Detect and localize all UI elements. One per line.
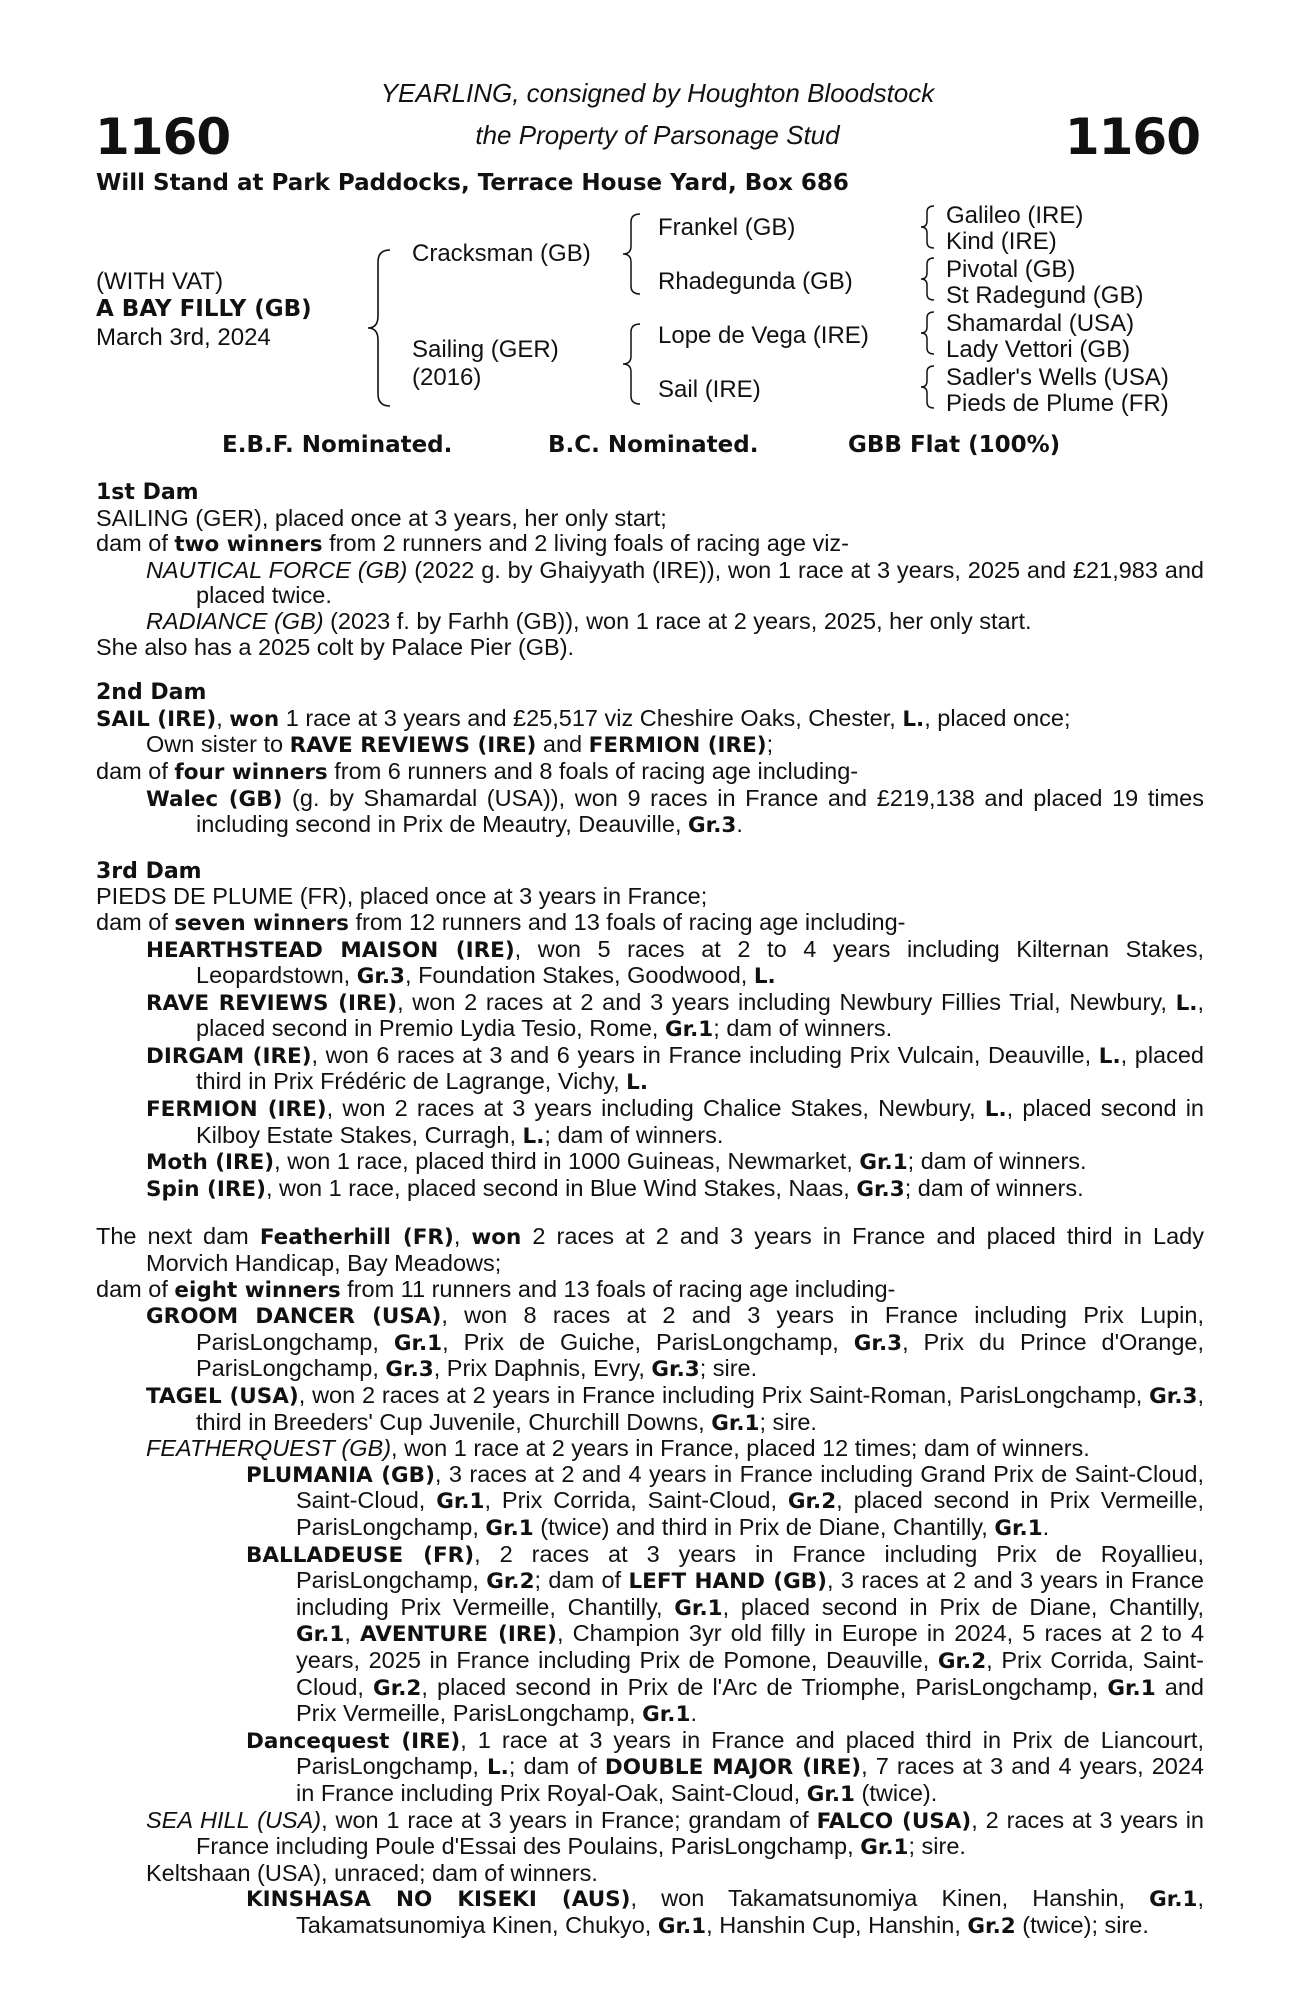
third-dam-heading: 3rd Dam bbox=[96, 858, 202, 884]
lot-number-right: 1160 bbox=[1064, 108, 1200, 166]
produce-entry: DIRGAM (IRE), won 6 races at 3 and 6 years in France including Prix Vulcain, Deauville, L., placed third in Prix Frédéric de Lagrange, Vichy, L. bbox=[146, 1041, 1205, 1096]
pedigree-brace-dd bbox=[918, 364, 938, 410]
lot-number-left: 1160 bbox=[95, 108, 231, 166]
produce-entry: PLUMANIA (GB), 3 races at 2 and 4 years in France including Grand Prix de Saint-Cloud, Saint-Cloud, Gr.1, Prix Corrida, Saint-Cloud, Gr.2, placed second in Prix Vermeille, ParisLongchamp, Gr.1 (twice) and third in Prix de Diane, Chantilly, Gr.1. bbox=[246, 1460, 1204, 1541]
produce-entry: Dancequest (IRE), 1 race at 3 years in France and placed third in Prix de Liancourt, ParisLongchamp, L.; dam of DOUBLE MAJOR (IRE), 7 races at 3 and 4 years, 2024 in France including Prix Royal-Oak, Saint-Cloud, Gr.1 (twice). bbox=[246, 1726, 1204, 1807]
produce-entry: Keltshaan (USA), unraced; dam of winners. bbox=[146, 1859, 598, 1886]
pedigree-sss: Galileo (IRE) bbox=[946, 202, 1084, 229]
second-dam-sister-line: Own sister to RAVE REVIEWS (IRE) and FERMION (IRE); bbox=[146, 731, 774, 759]
produce-entry: Walec (GB) (g. by Shamardal (USA)), won 9 races in France and £219,138 and placed 19 times including second in Prix de Meautry, Deauville, Gr.3. bbox=[146, 784, 1204, 839]
property-line: the Property of Parsonage Stud bbox=[475, 120, 840, 150]
third-dam-line: PIEDS DE PLUME (FR), placed once at 3 years in France; bbox=[96, 883, 708, 910]
bc-nomination: B.C. Nominated. bbox=[548, 432, 759, 458]
second-dam-produce-line: dam of four winners from 6 runners and 8 foals of racing age including- bbox=[96, 757, 859, 785]
produce-entry: Spin (IRE), won 1 race, placed second in Blue Wind Stakes, Naas, Gr.3; dam of winners. bbox=[146, 1174, 1084, 1202]
pedigree-ssd: Kind (IRE) bbox=[946, 228, 1057, 255]
pedigree-dam-sire: Lope de Vega (IRE) bbox=[658, 322, 869, 349]
produce-entry: NAUTICAL FORCE (GB) (2022 g. by Ghaiyyath (IRE)), won 1 race at 3 years, 2025 and £21,983 and placed twice. bbox=[146, 556, 1204, 609]
pedigree-dds: Sadler's Wells (USA) bbox=[946, 364, 1169, 391]
produce-record bbox=[96, 480, 1204, 1939]
pedigree-brace-ss bbox=[918, 204, 938, 250]
horse-name: A BAY FILLY (GB) bbox=[96, 296, 312, 322]
pedigree-dsd: Lady Vettori (GB) bbox=[946, 336, 1131, 363]
pedigree-sire: Cracksman (GB) bbox=[412, 240, 591, 267]
pedigree-brace-sd bbox=[918, 256, 938, 302]
second-dam-heading: 2nd Dam bbox=[96, 680, 207, 706]
next-dam-line: The next dam Featherhill (FR), won 2 races at 2 and 3 years in France and placed third in Lady Morvich Handicap, Bay Meadows; bbox=[96, 1223, 1204, 1277]
gbb-flat: GBB Flat (100%) bbox=[848, 432, 1061, 458]
pedigree-sire-sire: Frankel (GB) bbox=[658, 214, 796, 241]
pedigree-brace-dam bbox=[620, 322, 644, 406]
pedigree-brace-ds bbox=[918, 310, 938, 356]
pedigree-brace-sire bbox=[620, 212, 644, 296]
consignor-line: YEARLING, consigned by Houghton Bloodstock bbox=[380, 78, 935, 108]
stand-location: Will Stand at Park Paddocks, Terrace House Yard, Box 686 bbox=[96, 170, 849, 196]
next-dam-produce-line: dam of eight winners from 11 runners and 13 foals of racing age including- bbox=[96, 1275, 896, 1303]
produce-entry: GROOM DANCER (USA), won 8 races at 2 and 3 years in France including Prix Lupin, ParisLongchamp, Gr.1, Prix de Guiche, ParisLongchamp, Gr.3, Prix du Prince d'Orange, ParisLongchamp, Gr.3, Prix Daphnis, Evry, Gr.3; sire. bbox=[146, 1302, 1205, 1383]
first-dam-line: SAILING (GER), placed once at 3 years, her only start; bbox=[96, 504, 667, 531]
produce-entry: BALLADEUSE (FR), 2 races at 3 years in France including Prix de Royallieu, ParisLongchamp, Gr.2; dam of LEFT HAND (GB), 3 races at 2 and 3 years in France including Prix Vermeille, Chantilly, Gr.1, placed second in Prix de Diane, Chantilly, Gr.1, AVENTURE (IRE), Champion 3yr old filly in Europe in 2024, 5 races at 2 to 4 years, 2025 in France including Prix de Pomone, Deauville, Gr.2, Prix Corrida, Saint-Cloud, Gr.2, placed second in Prix de l'Arc de Triomphe, ParisLongchamp, Gr.1 and Prix Vermeille, ParisLongchamp, Gr.1. bbox=[246, 1540, 1205, 1728]
pedigree-sds: Pivotal (GB) bbox=[946, 256, 1076, 283]
pedigree-brace-main bbox=[364, 248, 394, 408]
produce-entry: FERMION (IRE), won 2 races at 3 years including Chalice Stakes, Newbury, L., placed second in Kilboy Estate Stakes, Curragh, L.; dam of winners. bbox=[146, 1095, 1205, 1149]
third-dam-produce-line: dam of seven winners from 12 runners and 13 foals of racing age including- bbox=[96, 908, 906, 936]
pedigree-dam-year: (2016) bbox=[412, 364, 482, 391]
produce-entry: KINSHASA NO KISEKI (AUS), won Takamatsunomiya Kinen, Hanshin, Gr.1, Takamatsunomiya Kinen, Chukyo, Gr.1, Hanshin Cup, Hanshin, Gr.2 (twice); sire. bbox=[246, 1885, 1204, 1939]
pedigree-sire-dam: Rhadegunda (GB) bbox=[658, 268, 853, 295]
ebf-nomination: E.B.F. Nominated. bbox=[222, 432, 453, 458]
pedigree-dam: Sailing (GER) bbox=[412, 336, 559, 363]
produce-entry: RADIANCE (GB) (2023 f. by Farhh (GB)), won 1 race at 2 years, 2025, her only start. bbox=[146, 607, 1032, 634]
produce-entry: RAVE REVIEWS (IRE), won 2 races at 2 and 3 years including Newbury Fillies Trial, Newbury, L., placed second in Premio Lydia Tesio, Rome, Gr.1; dam of winners. bbox=[146, 988, 1204, 1043]
first-dam-note: She also has a 2025 colt by Palace Pier (GB). bbox=[96, 633, 575, 660]
vat-label: (WITH VAT) bbox=[96, 268, 224, 295]
second-dam-line: SAIL (IRE), won 1 race at 3 years and £25,517 viz Cheshire Oaks, Chester, L., placed once; bbox=[96, 704, 1071, 732]
pedigree-sdd: St Radegund (GB) bbox=[946, 282, 1144, 309]
produce-entry: FEATHERQUEST (GB), won 1 race at 2 years in France, placed 12 times; dam of winners. bbox=[146, 1435, 1090, 1462]
pedigree-dss: Shamardal (USA) bbox=[946, 310, 1135, 337]
pedigree-dam-dam: Sail (IRE) bbox=[658, 376, 761, 403]
horse-dob: March 3rd, 2024 bbox=[96, 324, 271, 351]
first-dam-heading: 1st Dam bbox=[96, 480, 199, 505]
produce-entry: SEA HILL (USA), won 1 race at 3 years in France; grandam of FALCO (USA), 2 races at 3 years in France including Poule d'Essai des Poulains, ParisLongchamp, Gr.1; sire. bbox=[146, 1806, 1204, 1861]
produce-entry: Moth (IRE), won 1 race, placed third in 1000 Guineas, Newmarket, Gr.1; dam of winners. bbox=[146, 1148, 1087, 1176]
pedigree-ddd: Pieds de Plume (FR) bbox=[946, 390, 1169, 417]
first-dam-produce-line: dam of two winners from 2 runners and 2 living foals of racing age viz- bbox=[96, 530, 850, 558]
produce-entry: TAGEL (USA), won 2 races at 2 years in France including Prix Saint-Roman, ParisLongchamp, Gr.3, third in Breeders' Cup Juvenile, Churchill Downs, Gr.1; sire. bbox=[146, 1382, 1204, 1436]
produce-entry: HEARTHSTEAD MAISON (IRE), won 5 races at 2 to 4 years including Kilternan Stakes, Leopardstown, Gr.3, Foundation Stakes, Goodwood, L. bbox=[146, 935, 1204, 990]
